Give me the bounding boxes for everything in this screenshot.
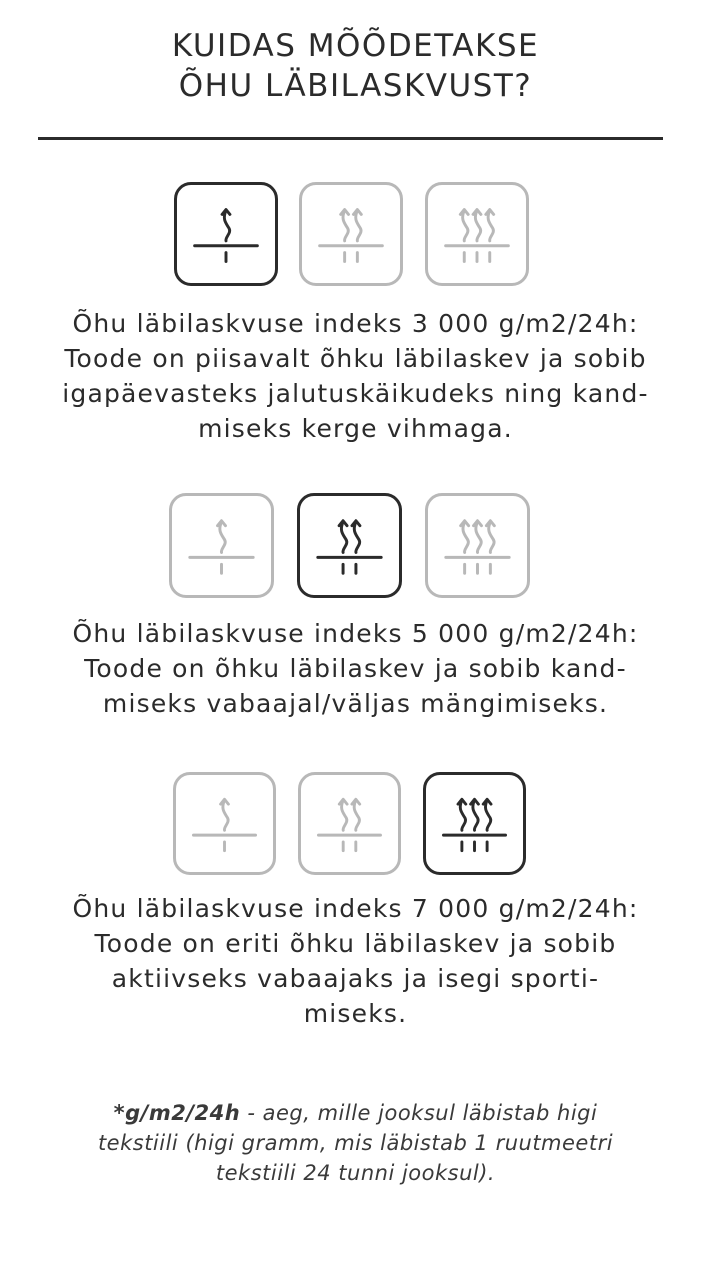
three-arrows-breathability-icon	[423, 772, 526, 875]
footnote-line-3: tekstiili 24 tunni jooksul).	[215, 1161, 496, 1185]
description-3000	[10, 306, 701, 446]
one-arrow-breathability-icon	[174, 182, 278, 286]
three-arrows-breathability-icon	[425, 182, 529, 286]
title-line-1: KUIDAS MÕÕDETAKSE	[171, 28, 540, 64]
footnote-definition: - aeg, mille jooksul läbistab higi	[240, 1101, 598, 1125]
three-arrows-breathability-icon	[425, 493, 530, 598]
description-line: miseks vabaajal/väljas mängimiseks.	[102, 689, 609, 718]
description-line: miseks kerge vihmaga.	[198, 414, 513, 443]
description-line: Toode on eriti õhku läbilaskev ja sobib	[94, 929, 617, 958]
description-5000	[10, 616, 701, 721]
description-line: Õhu läbilaskvuse indeks 5 000 g/m2/24h:	[72, 619, 639, 648]
description-line: Toode on piisavalt õhku läbilaskev ja sobib	[64, 344, 647, 373]
description-line: igapäevasteks jalutuskäikudeks ning kand-	[62, 379, 649, 408]
description-line: Õhu läbilaskvuse indeks 7 000 g/m2/24h:	[72, 894, 639, 923]
one-arrow-breathability-icon	[173, 772, 276, 875]
description-7000	[10, 891, 701, 1031]
two-arrows-breathability-icon	[298, 772, 401, 875]
two-arrows-breathability-icon	[299, 182, 403, 286]
description-line: aktiivseks vabaajaks ja isegi sporti-	[111, 964, 600, 993]
title-line-2: ÕHU LÄBILASKVUST?	[178, 68, 533, 104]
description-line: Õhu läbilaskvuse indeks 3 000 g/m2/24h:	[72, 309, 639, 338]
description-line: Toode on õhku läbilaskev ja sobib kand-	[84, 654, 627, 683]
footnote-line-1	[20, 1098, 691, 1128]
one-arrow-breathability-icon	[169, 493, 274, 598]
icon-row-2	[0, 493, 711, 599]
description-line: miseks.	[303, 999, 408, 1028]
icon-row-3	[0, 772, 711, 878]
page-title	[0, 26, 711, 106]
footnote-line-2: tekstiili (higi gramm, mis läbistab 1 ruutmeetri	[97, 1131, 614, 1155]
footnote-term: *g/m2/24h	[113, 1101, 241, 1125]
title-divider	[38, 137, 663, 140]
footnote	[20, 1098, 691, 1188]
icon-row-1	[0, 182, 711, 288]
two-arrows-breathability-icon	[297, 493, 402, 598]
